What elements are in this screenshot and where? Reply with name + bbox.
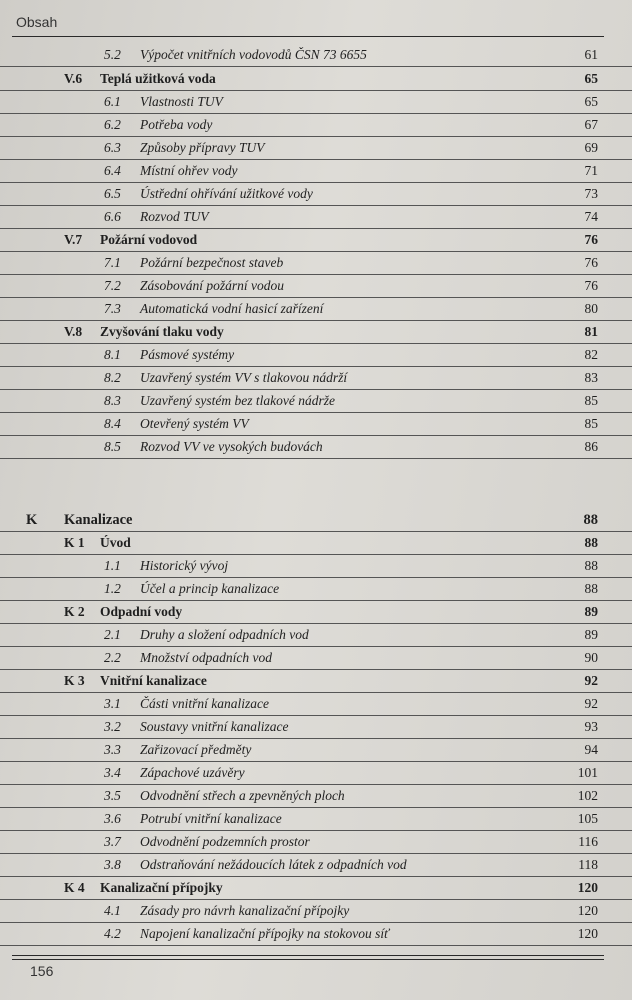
toc-entry-title: Napojení kanalizační přípojky na stokovou síť: [140, 926, 390, 941]
toc-entry-page: 105: [577, 811, 598, 826]
toc-entry: [0, 68, 632, 91]
toc-entry-page: 118: [578, 857, 598, 872]
toc-entry-page: 88: [584, 581, 598, 596]
toc-entry-number: 3.2: [104, 719, 121, 734]
toc-entry-number: 1.1: [104, 558, 121, 573]
toc-entry-number: K: [26, 512, 38, 528]
toc-entry: [0, 344, 632, 367]
toc-entry-title: Rozvod TUV: [140, 209, 209, 224]
toc-entry-page: 120: [577, 926, 598, 941]
toc-entry-number: K 2: [64, 604, 85, 619]
footer-rule-bottom: [12, 959, 604, 960]
toc-entry-number: V.7: [64, 232, 83, 247]
toc-entry: [0, 808, 632, 831]
toc-entry-title: Místní ohřev vody: [140, 163, 238, 178]
toc-entry-page: 88: [584, 558, 598, 573]
toc-entry-page: 88: [583, 512, 598, 528]
toc-entry-title: Zásobování požární vodou: [140, 278, 285, 293]
toc-entry: [0, 762, 632, 785]
toc-entry-title: Uzavřený systém VV s tlakovou nádrží: [140, 370, 348, 385]
toc-entry-number: 3.1: [104, 696, 121, 711]
toc-entry: [0, 367, 632, 390]
toc-entry-title: Požární vodovod: [100, 232, 198, 247]
toc-entry-title: Účel a princip kanalizace: [140, 581, 280, 596]
toc-entry-title: Ústřední ohřívání užitkové vody: [140, 186, 313, 201]
toc-entry-title: Odstraňování nežádoucích látek z odpadních vod: [140, 857, 407, 872]
toc-entry: [0, 785, 632, 808]
toc-entry-page: 93: [584, 719, 598, 734]
toc-entry-title: Úvod: [100, 535, 131, 550]
toc-entry: [0, 160, 632, 183]
toc-entry-number: 2.1: [104, 627, 121, 642]
toc-entry: [0, 555, 632, 578]
toc-entry-title: Množství odpadních vod: [140, 650, 272, 665]
toc-entry-page: 76: [584, 255, 598, 270]
toc-entry-number: V.6: [64, 71, 83, 86]
toc-entry-number: 3.7: [104, 834, 121, 849]
toc-entry-title: Zápachové uzávěry: [140, 765, 245, 780]
toc-entry-page: 82: [584, 347, 598, 362]
toc-entry-title: Pásmové systémy: [140, 347, 235, 362]
toc-entry: [0, 877, 632, 900]
toc-entry-number: 7.1: [104, 255, 121, 270]
toc-entry-title: Potrubí vnitřní kanalizace: [140, 811, 282, 826]
toc-entry-number: 2.2: [104, 650, 121, 665]
toc-entry: [0, 252, 632, 275]
toc-entry-number: 3.8: [104, 857, 121, 872]
toc-entry-number: 4.1: [104, 903, 121, 918]
toc-entry-title: Historický vývoj: [140, 558, 229, 573]
toc-entry-number: 3.6: [104, 811, 121, 826]
toc-entry: [0, 229, 632, 252]
toc-entry-page: 92: [584, 673, 598, 688]
toc-entry-number: 3.5: [104, 788, 121, 803]
toc-entry-title: Druhy a složení odpadních vod: [140, 627, 309, 642]
toc-entry-page: 101: [577, 765, 598, 780]
toc-entry: [0, 137, 632, 160]
toc-entry-page: 83: [584, 370, 598, 385]
toc-entry-title: Odvodnění střech a zpevněných ploch: [140, 788, 345, 803]
toc-entry-title: Způsoby přípravy TUV: [140, 140, 265, 155]
toc-entry-number: V.8: [64, 324, 83, 339]
toc-entry-number: 1.2: [104, 581, 121, 596]
toc-entry-number: 7.2: [104, 278, 121, 293]
toc-entry: [0, 739, 632, 762]
toc-entry-title: Vnitřní kanalizace: [100, 673, 207, 688]
toc-entry-title: Rozvod VV ve vysokých budovách: [140, 439, 323, 454]
toc-entry-number: K 1: [64, 535, 85, 550]
toc-entry-page: 81: [584, 324, 598, 339]
toc-entry-number: 8.2: [104, 370, 121, 385]
toc-entry-number: 8.3: [104, 393, 121, 408]
toc-entry-title: Části vnitřní kanalizace: [140, 696, 269, 711]
toc-entry: [0, 390, 632, 413]
toc-entry-title: Teplá užitková voda: [100, 71, 216, 86]
toc-entry: [0, 114, 632, 137]
toc-entry-page: 76: [584, 278, 598, 293]
toc-entry-page: 120: [577, 880, 598, 895]
toc-entry: [0, 624, 632, 647]
toc-entry-page: 92: [584, 696, 598, 711]
toc-entry: [0, 900, 632, 923]
toc-entry: [0, 532, 632, 555]
toc-entry-title: Zásady pro návrh kanalizační přípojky: [140, 903, 350, 918]
toc-entry-page: 116: [578, 834, 598, 849]
toc-entry-page: 73: [584, 186, 598, 201]
toc-entry-page: 80: [584, 301, 598, 316]
toc-entry: [0, 321, 632, 344]
toc-entry-title: Uzavřený systém bez tlakové nádrže: [140, 393, 335, 408]
toc-entry: [0, 854, 632, 877]
toc-entry-page: 120: [577, 903, 598, 918]
toc-entry-page: 65: [584, 71, 598, 86]
toc-entry-number: 8.5: [104, 439, 121, 454]
toc-entry-title: Výpočet vnitřních vodovodů ČSN 73 6655: [140, 47, 367, 62]
toc-entry: [0, 298, 632, 321]
toc-entry-title: Automatická vodní hasicí zařízení: [140, 301, 324, 316]
toc-entry: [0, 831, 632, 854]
toc-entry-title: Zařizovací předměty: [140, 742, 252, 757]
toc-entry-title: Potřeba vody: [140, 117, 213, 132]
toc-entry-page: 102: [577, 788, 598, 803]
toc-entry-number: K 3: [64, 673, 85, 688]
toc-entry-number: 4.2: [104, 926, 121, 941]
toc-entry-page: 65: [584, 94, 598, 109]
toc-entry-page: 94: [584, 742, 598, 757]
toc-entry-page: 90: [584, 650, 598, 665]
toc-entry-title: Zvyšování tlaku vody: [100, 324, 224, 339]
toc-entry: [0, 91, 632, 114]
toc-entry-title: Kanalizační přípojky: [100, 880, 223, 895]
toc-entry-number: 6.5: [104, 186, 121, 201]
toc-entry: [0, 183, 632, 206]
toc-entry: [0, 413, 632, 436]
toc-entry-page: 67: [584, 117, 598, 132]
toc-entry-title: Vlastnosti TUV: [140, 94, 223, 109]
toc-entry-page: 76: [584, 232, 598, 247]
toc-entry-number: 8.1: [104, 347, 121, 362]
toc-entry: [0, 206, 632, 229]
page-number: 156: [30, 963, 54, 979]
toc-entry-title: Požární bezpečnost staveb: [140, 255, 284, 270]
toc-entry: [0, 693, 632, 716]
toc-entry: [0, 436, 632, 459]
toc-entry-number: 3.3: [104, 742, 121, 757]
toc-entry-number: 6.2: [104, 117, 121, 132]
toc-entry-number: 7.3: [104, 301, 121, 316]
toc-entry-number: 6.1: [104, 94, 121, 109]
toc-entry-title: Kanalizace: [64, 512, 133, 528]
toc-entry: [0, 509, 632, 532]
toc-entry-page: 69: [584, 140, 598, 155]
toc-entry: [0, 923, 632, 946]
toc-entry-page: 89: [584, 604, 598, 619]
toc-entry-number: 3.4: [104, 765, 121, 780]
toc-entry-number: 6.4: [104, 163, 121, 178]
toc-entry: [0, 647, 632, 670]
toc-entry-page: 89: [584, 627, 598, 642]
toc-entry-number: 5.2: [104, 47, 121, 62]
toc-entry-page: 85: [584, 393, 598, 408]
footer-rule-top: [12, 955, 604, 956]
toc-entry-page: 88: [584, 535, 598, 550]
toc-entry-page: 71: [584, 163, 598, 178]
toc-entry-page: 61: [584, 47, 598, 62]
toc-entry: [0, 670, 632, 693]
toc-entry: [0, 601, 632, 624]
toc-entry-page: 86: [584, 439, 598, 454]
running-header: Obsah: [16, 14, 58, 30]
toc-entry-title: Soustavy vnitřní kanalizace: [140, 719, 289, 734]
toc-entry-title: Odpadní vody: [100, 604, 183, 619]
toc-entry-page: 74: [584, 209, 598, 224]
toc-entry-title: Odvodnění podzemních prostor: [140, 834, 310, 849]
header-rule: [12, 36, 604, 37]
toc-entry-number: 8.4: [104, 416, 121, 431]
toc-entry: [0, 275, 632, 298]
toc-entry-title: Otevřený systém VV: [140, 416, 249, 431]
toc-entry-number: 6.3: [104, 140, 121, 155]
toc-entry-number: 6.6: [104, 209, 121, 224]
toc-entry-page: 85: [584, 416, 598, 431]
toc-entry-number: K 4: [64, 880, 85, 895]
toc-entry: [0, 716, 632, 739]
toc-entry: [0, 578, 632, 601]
toc-entry: [0, 44, 632, 67]
